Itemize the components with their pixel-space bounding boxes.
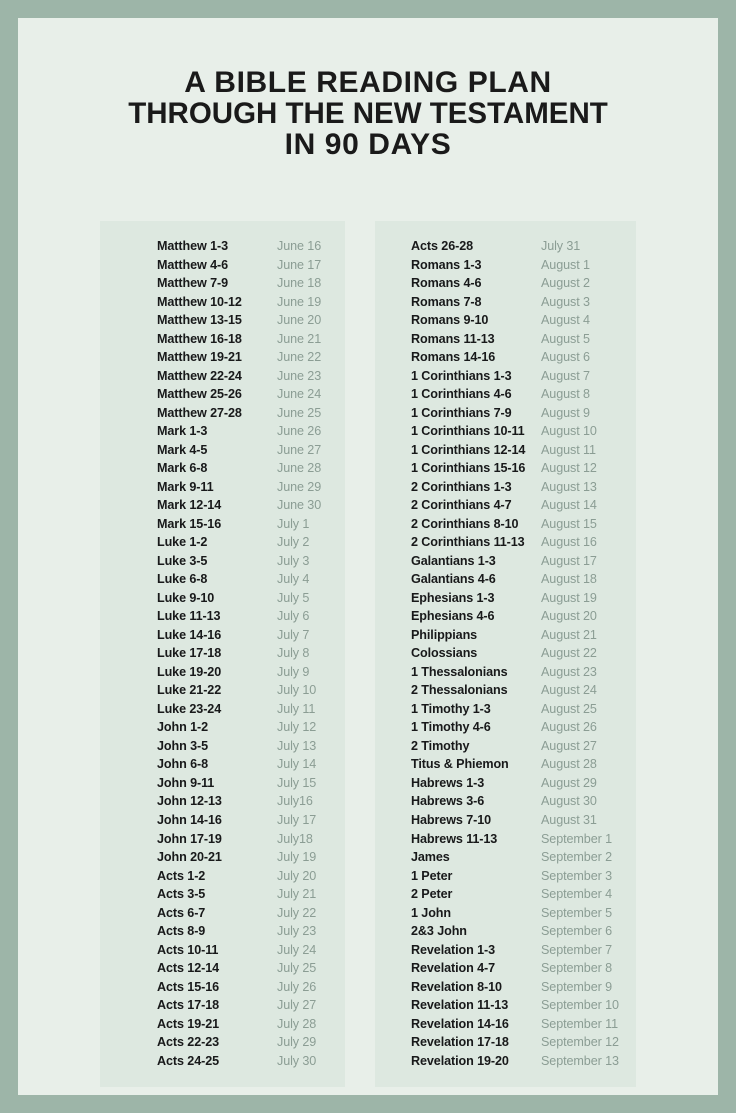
scripture-reference: Romans 1-3 — [411, 257, 482, 272]
reading-plan-row — [100, 237, 345, 256]
scripture-reference: Acts 17-18 — [157, 998, 220, 1013]
reading-plan-row — [100, 404, 345, 423]
reading-date: June 19 — [277, 294, 322, 309]
reading-plan-row — [375, 922, 636, 941]
reading-date: August 25 — [541, 701, 597, 716]
reading-plan-row — [100, 478, 345, 497]
reading-plan-row — [100, 718, 345, 737]
reading-plan-row — [375, 533, 636, 552]
reading-plan-row — [375, 978, 636, 997]
reading-plan-row — [375, 422, 636, 441]
reading-date: August 14 — [541, 498, 597, 513]
reading-date: July 4 — [277, 572, 310, 587]
reading-date: August 12 — [541, 461, 597, 476]
reading-date: June 26 — [277, 424, 322, 439]
reading-plan-row — [375, 718, 636, 737]
reading-plan-row — [100, 274, 345, 293]
scripture-reference: 2 Timothy — [411, 738, 470, 753]
reading-plan-row — [375, 663, 636, 682]
reading-plan-row — [375, 996, 636, 1015]
reading-date: August 16 — [541, 535, 597, 550]
reading-plan-row — [100, 367, 345, 386]
reading-date: September 8 — [541, 961, 613, 976]
reading-date: August 29 — [541, 775, 597, 790]
reading-date: August 11 — [541, 442, 596, 457]
reading-date: June 25 — [277, 405, 322, 420]
reading-date: June 21 — [277, 331, 322, 346]
reading-plan-row — [375, 311, 636, 330]
scripture-reference: Acts 24-25 — [157, 1053, 220, 1068]
reading-date: July 25 — [277, 961, 317, 976]
scripture-reference: Mark 15-16 — [157, 516, 222, 531]
reading-date: July 1 — [277, 516, 310, 531]
reading-date: August 20 — [541, 609, 597, 624]
reading-date: August 26 — [541, 720, 597, 735]
scripture-reference: Mark 6-8 — [157, 461, 208, 476]
reading-date: September 5 — [541, 905, 613, 920]
reading-plan-row — [375, 274, 636, 293]
scripture-reference: John 3-5 — [157, 738, 208, 753]
reading-plan-row — [375, 552, 636, 571]
scripture-reference: Revelation 8-10 — [411, 979, 502, 994]
scripture-reference: Galantians 1-3 — [411, 553, 496, 568]
scripture-reference: Luke 11-13 — [157, 609, 221, 624]
reading-plan-row — [375, 1015, 636, 1034]
reading-plan-row — [100, 848, 345, 867]
scripture-reference: Matthew 25-26 — [157, 387, 242, 402]
reading-date: August 13 — [541, 479, 597, 494]
scripture-reference: James — [411, 850, 450, 865]
reading-plan-row — [375, 792, 636, 811]
reading-plan-row — [375, 904, 636, 923]
reading-date: July 7 — [277, 627, 310, 642]
reading-date: August 8 — [541, 387, 590, 402]
reading-date: September 12 — [541, 1035, 619, 1050]
scripture-reference: Luke 1-2 — [157, 535, 208, 550]
reading-plan-row — [100, 293, 345, 312]
scripture-reference: Revelation 17-18 — [411, 1035, 509, 1050]
title-line-1: A BIBLE READING PLAN — [184, 66, 552, 99]
reading-date: July 12 — [277, 720, 317, 735]
reading-date: July 29 — [277, 1035, 317, 1050]
scripture-reference: 1 Corinthians 1-3 — [411, 368, 512, 383]
reading-date: August 31 — [541, 812, 597, 827]
scripture-reference: Acts 10-11 — [157, 942, 219, 957]
reading-date: August 4 — [541, 313, 590, 328]
reading-date: August 23 — [541, 664, 597, 679]
reading-plan-row — [375, 626, 636, 645]
scripture-reference: Romans 7-8 — [411, 294, 482, 309]
reading-date: August 15 — [541, 516, 597, 531]
scripture-reference: Romans 9-10 — [411, 313, 489, 328]
reading-date: September 10 — [541, 998, 619, 1013]
scripture-reference: Matthew 22-24 — [157, 368, 242, 383]
scripture-reference: Matthew 10-12 — [157, 294, 242, 309]
scripture-reference: 1 Corinthians 7-9 — [411, 405, 512, 420]
scripture-reference: Luke 21-22 — [157, 683, 222, 698]
reading-date: July 21 — [277, 887, 317, 902]
reading-plan-row — [375, 644, 636, 663]
reading-plan-row — [375, 348, 636, 367]
reading-plan-row — [375, 1033, 636, 1052]
reading-date: July 31 — [541, 239, 581, 253]
scripture-reference: John 20-21 — [157, 850, 222, 865]
reading-date: July 13 — [277, 738, 317, 753]
reading-plan-row — [100, 496, 345, 515]
reading-plan-row — [100, 996, 345, 1015]
reading-date: July 17 — [277, 812, 317, 827]
scripture-reference: 1 Corinthians 10-11 — [411, 424, 525, 439]
reading-plan-left-panel — [100, 221, 345, 1087]
reading-date: September 11 — [541, 1016, 618, 1031]
scripture-reference: Habrews 1-3 — [411, 775, 485, 790]
reading-plan-row — [375, 256, 636, 275]
scripture-reference: Revelation 1-3 — [411, 942, 495, 957]
reading-plan-row — [100, 700, 345, 719]
reading-plan-row — [375, 774, 636, 793]
reading-date: July 15 — [277, 775, 317, 790]
reading-date: September 3 — [541, 868, 613, 883]
reading-date: June 29 — [277, 479, 322, 494]
reading-date: September 1 — [541, 831, 613, 846]
scripture-reference: 1 Peter — [411, 868, 453, 883]
scripture-reference: John 12-13 — [157, 794, 222, 809]
reading-date: June 20 — [277, 313, 322, 328]
reading-date: July 24 — [277, 942, 317, 957]
scripture-reference: Luke 6-8 — [157, 572, 208, 587]
reading-date: July 28 — [277, 1016, 317, 1031]
reading-plan-row — [375, 385, 636, 404]
scripture-reference: Revelation 11-13 — [411, 998, 509, 1013]
reading-date: June 16 — [277, 239, 322, 253]
reading-plan-row — [375, 737, 636, 756]
scripture-reference: Luke 9-10 — [157, 590, 215, 605]
reading-date: August 3 — [541, 294, 590, 309]
scripture-reference: 2 Corinthians 4-7 — [411, 498, 512, 513]
scripture-reference: Revelation 14-16 — [411, 1016, 509, 1031]
reading-plan-row — [100, 533, 345, 552]
reading-date: July 19 — [277, 850, 317, 865]
reading-plan-row — [100, 607, 345, 626]
reading-date: July 11 — [277, 701, 316, 716]
reading-plan-row — [100, 626, 345, 645]
scripture-reference: Romans 11-13 — [411, 331, 495, 346]
reading-plan-row — [100, 774, 345, 793]
scripture-reference: Acts 22-23 — [157, 1035, 220, 1050]
reading-date: July 22 — [277, 905, 317, 920]
scripture-reference: 1 Corinthians 15-16 — [411, 461, 526, 476]
scripture-reference: 2 Corinthians 8-10 — [411, 516, 519, 531]
reading-date: August 18 — [541, 572, 597, 587]
scripture-reference: Luke 14-16 — [157, 627, 222, 642]
reading-date: August 30 — [541, 794, 597, 809]
reading-date: August 27 — [541, 738, 597, 753]
scripture-reference: John 14-16 — [157, 812, 222, 827]
scripture-reference: Acts 1-2 — [157, 868, 206, 883]
scripture-reference: Matthew 19-21 — [157, 350, 242, 365]
reading-plan-row — [375, 478, 636, 497]
scripture-reference: Acts 6-7 — [157, 905, 206, 920]
scripture-reference: 1 Timothy 1-3 — [411, 701, 491, 716]
reading-plan-row — [375, 755, 636, 774]
reading-plan-row — [375, 941, 636, 960]
reading-plan-row — [375, 404, 636, 423]
scripture-reference: Revelation 19-20 — [411, 1053, 509, 1068]
scripture-reference: Matthew 16-18 — [157, 331, 242, 346]
scripture-reference: Mark 1-3 — [157, 424, 208, 439]
reading-date: July 26 — [277, 979, 317, 994]
reading-plan-row — [100, 515, 345, 534]
reading-date: July 8 — [277, 646, 310, 661]
scripture-reference: 2 Corinthians 11-13 — [411, 535, 525, 550]
page-title — [18, 18, 718, 160]
reading-date: August 2 — [541, 276, 590, 291]
scripture-reference: John 1-2 — [157, 720, 208, 735]
reading-plan-row — [100, 830, 345, 849]
scripture-reference: Philippians — [411, 627, 478, 642]
scripture-reference: 2&3 John — [411, 924, 467, 939]
reading-plan-row — [375, 496, 636, 515]
title-line-2: THROUGH THE NEW TESTAMENT — [128, 97, 608, 130]
reading-plan-row — [100, 1015, 345, 1034]
scripture-reference: 1 Corinthians 12-14 — [411, 442, 526, 457]
reading-plan-row — [375, 700, 636, 719]
scripture-reference: 2 Peter — [411, 887, 453, 902]
reading-date: July 14 — [277, 757, 317, 772]
reading-plan-row — [100, 755, 345, 774]
reading-date: July 10 — [277, 683, 317, 698]
scripture-reference: 1 John — [411, 905, 451, 920]
reading-plan-row — [100, 737, 345, 756]
scripture-reference: John 6-8 — [157, 757, 208, 772]
scripture-reference: Revelation 4-7 — [411, 961, 495, 976]
reading-plan-row — [100, 1052, 345, 1071]
reading-date: August 6 — [541, 350, 590, 365]
scripture-reference: Mark 9-11 — [157, 479, 214, 494]
reading-date: August 28 — [541, 757, 597, 772]
scripture-reference: Ephesians 1-3 — [411, 590, 495, 605]
reading-plan-row — [100, 256, 345, 275]
scripture-reference: Acts 15-16 — [157, 979, 220, 994]
reading-plan-row — [375, 848, 636, 867]
reading-plan-row — [100, 644, 345, 663]
reading-plan-row — [375, 293, 636, 312]
reading-plan-row — [100, 459, 345, 478]
scripture-reference: 1 Corinthians 4-6 — [411, 387, 512, 402]
reading-plan-row — [100, 811, 345, 830]
scripture-reference: Colossians — [411, 646, 478, 661]
scripture-reference: Luke 19-20 — [157, 664, 222, 679]
reading-plan-row — [100, 589, 345, 608]
reading-plan-row — [100, 792, 345, 811]
reading-plan-row — [375, 607, 636, 626]
reading-date: August 19 — [541, 590, 597, 605]
scripture-reference: Acts 19-21 — [157, 1016, 220, 1031]
reading-plan-row — [100, 552, 345, 571]
scripture-reference: Romans 14-16 — [411, 350, 496, 365]
reading-date: August 22 — [541, 646, 597, 661]
scripture-reference: Galantians 4-6 — [411, 572, 496, 587]
reading-date: June 23 — [277, 368, 322, 383]
reading-plan-row — [375, 1052, 636, 1071]
reading-date: August 7 — [541, 368, 590, 383]
reading-date: August 1 — [541, 257, 590, 272]
scripture-reference: Habrews 7-10 — [411, 812, 492, 827]
reading-plan-row — [100, 904, 345, 923]
reading-date: September 9 — [541, 979, 613, 994]
reading-date: August 9 — [541, 405, 590, 420]
reading-date: June 24 — [277, 387, 322, 402]
scripture-reference: Matthew 13-15 — [157, 313, 242, 328]
reading-date: September 13 — [541, 1053, 619, 1068]
reading-date: July 23 — [277, 924, 317, 939]
reading-date: July 2 — [277, 535, 310, 550]
scripture-reference: 1 Thessalonians — [411, 664, 508, 679]
reading-plan-row — [375, 830, 636, 849]
reading-date: June 17 — [277, 257, 322, 272]
scripture-reference: Ephesians 4-6 — [411, 609, 495, 624]
reading-date: August 24 — [541, 683, 597, 698]
reading-plan-row — [100, 348, 345, 367]
reading-date: June 22 — [277, 350, 322, 365]
reading-plan-row — [100, 385, 345, 404]
scripture-reference: Habrews 11-13 — [411, 831, 498, 846]
reading-date: August 17 — [541, 553, 597, 568]
scripture-reference: Romans 4-6 — [411, 276, 482, 291]
reading-plan-row — [100, 663, 345, 682]
scripture-reference: Luke 17-18 — [157, 646, 222, 661]
scripture-reference: 2 Corinthians 1-3 — [411, 479, 512, 494]
reading-plan-row — [100, 978, 345, 997]
scripture-reference: Mark 4-5 — [157, 442, 208, 457]
poster — [18, 18, 718, 1095]
scripture-reference: Luke 23-24 — [157, 701, 222, 716]
reading-plan-row — [375, 811, 636, 830]
reading-plan-row — [375, 459, 636, 478]
reading-plan-row — [100, 922, 345, 941]
reading-date: June 18 — [277, 276, 322, 291]
reading-plan-row — [375, 885, 636, 904]
reading-plan-row — [100, 570, 345, 589]
scripture-reference: Luke 3-5 — [157, 553, 208, 568]
scripture-reference: Acts 12-14 — [157, 961, 220, 976]
scripture-reference: John 17-19 — [157, 831, 222, 846]
reading-plan-row — [375, 515, 636, 534]
reading-date: September 7 — [541, 942, 613, 957]
reading-plan-row — [100, 330, 345, 349]
scripture-reference: Acts 3-5 — [157, 887, 206, 902]
reading-date: July18 — [277, 831, 313, 846]
reading-plan-row — [375, 867, 636, 886]
scripture-reference: Acts 8-9 — [157, 924, 206, 939]
reading-date: July 5 — [277, 590, 310, 605]
reading-plan-right-panel — [375, 221, 636, 1087]
reading-date: July 27 — [277, 998, 317, 1013]
reading-plan-row — [375, 330, 636, 349]
scripture-reference: Acts 26-28 — [411, 239, 474, 253]
reading-date: July 6 — [277, 609, 310, 624]
reading-plan-row — [100, 441, 345, 460]
scripture-reference: 2 Thessalonians — [411, 683, 508, 698]
reading-date: July16 — [277, 794, 313, 809]
reading-plan-row — [100, 941, 345, 960]
reading-plan-row — [375, 570, 636, 589]
reading-date: August 21 — [541, 627, 597, 642]
reading-date: June 28 — [277, 461, 322, 476]
reading-date: July 3 — [277, 553, 310, 568]
scripture-reference: Matthew 7-9 — [157, 276, 228, 291]
scripture-reference: John 9-11 — [157, 775, 215, 790]
title-line-3: IN 90 DAYS — [284, 128, 452, 161]
reading-plan-row — [100, 311, 345, 330]
reading-date: September 6 — [541, 924, 613, 939]
reading-plan-row — [375, 367, 636, 386]
reading-plan-row — [100, 422, 345, 441]
reading-plan-row — [100, 959, 345, 978]
scripture-reference: Mark 12-14 — [157, 498, 222, 513]
reading-date: August 5 — [541, 331, 590, 346]
scripture-reference: Habrews 3-6 — [411, 794, 485, 809]
reading-plan-row — [375, 441, 636, 460]
reading-plan-row — [100, 885, 345, 904]
reading-plan-row — [375, 589, 636, 608]
reading-date: June 30 — [277, 498, 322, 513]
reading-date: August 10 — [541, 424, 597, 439]
reading-plan-row — [375, 237, 636, 256]
reading-plan-row — [100, 681, 345, 700]
reading-plan-row — [375, 959, 636, 978]
reading-plan-row — [100, 1033, 345, 1052]
reading-date: September 4 — [541, 887, 613, 902]
reading-date: July 20 — [277, 868, 317, 883]
scripture-reference: 1 Timothy 4-6 — [411, 720, 491, 735]
scripture-reference: Matthew 27-28 — [157, 405, 242, 420]
reading-date: June 27 — [277, 442, 322, 457]
reading-date: July 30 — [277, 1053, 317, 1068]
reading-date: September 2 — [541, 850, 613, 865]
scripture-reference: Matthew 1-3 — [157, 239, 228, 253]
scripture-reference: Titus & Phiemon — [411, 757, 509, 772]
reading-date: July 9 — [277, 664, 310, 679]
scripture-reference: Matthew 4-6 — [157, 257, 228, 272]
reading-plan-row — [375, 681, 636, 700]
reading-plan-row — [100, 867, 345, 886]
